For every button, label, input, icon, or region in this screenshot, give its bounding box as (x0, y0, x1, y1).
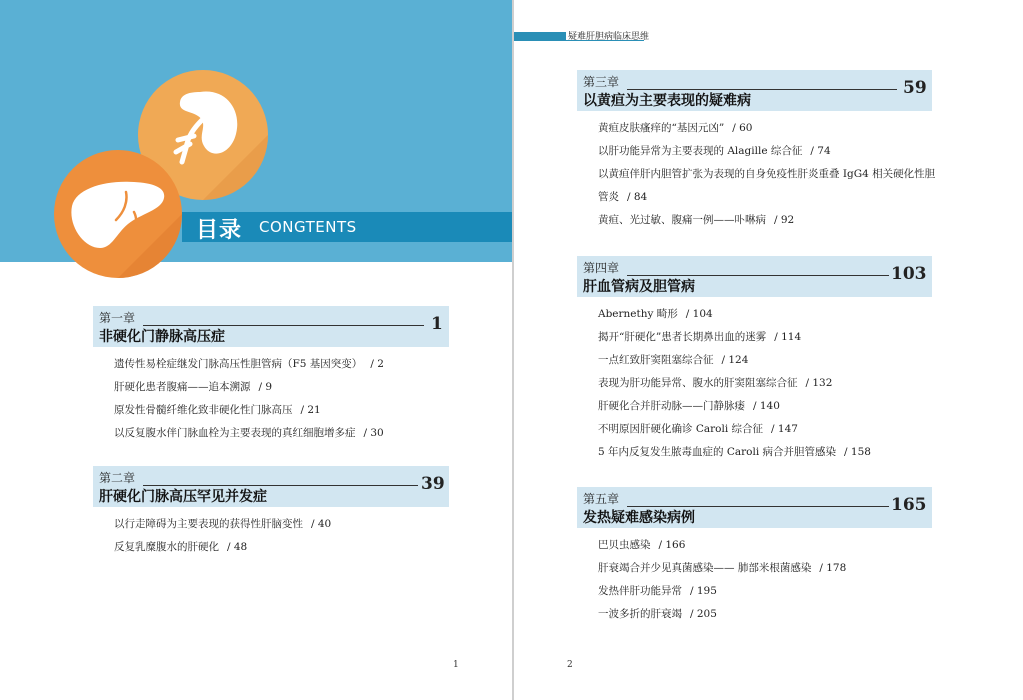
entry-title: 原发性骨髓纤维化致非硬化性门脉高压 (114, 404, 293, 416)
toc-entry[interactable] (598, 140, 932, 163)
chapter-label: 第二章 (99, 471, 136, 485)
entry-title: 以黄疸伴肝内胆管扩张为表现的自身免疫性肝炎重叠 IgG4 相关硬化性胆 (598, 168, 936, 180)
right-page (514, 0, 1023, 700)
entry-title: 揭开“肝硬化”患者长期鼻出血的迷雾 (598, 331, 767, 343)
entry-page: / 178 (819, 562, 847, 574)
chapter-entries (598, 303, 932, 464)
toc-entry[interactable] (598, 441, 932, 464)
chapter-label: 第三章 (583, 75, 620, 89)
toc-entry[interactable] (598, 372, 932, 395)
toc-entry[interactable] (598, 163, 936, 186)
toc-entry[interactable] (598, 418, 932, 441)
entry-title: Abernethy 畸形 (598, 308, 678, 320)
entry-page: / 60 (732, 122, 753, 134)
toc-entry[interactable] (114, 422, 449, 445)
entry-page: / 84 (627, 191, 648, 203)
entry-page: / 205 (690, 608, 717, 620)
entry-page: / 124 (721, 354, 749, 366)
chapter-entries (598, 117, 936, 232)
entry-title: 黄疸皮肤瘙痒的“基因元凶” (598, 122, 725, 134)
toc-entry[interactable] (598, 395, 932, 418)
entry-page: / 30 (363, 427, 384, 439)
chapter-header[interactable] (577, 70, 932, 111)
chapter-entries (598, 534, 932, 626)
entry-title: 肝衰竭合并少见真菌感染—— 肺部米根菌感染 (598, 562, 812, 574)
entry-page: / 158 (844, 446, 871, 458)
entry-page: / 92 (774, 214, 795, 226)
chapter-rule (627, 89, 897, 90)
entry-page: / 140 (753, 400, 780, 412)
chapter-4 (577, 256, 932, 464)
chapter-title: 以黄疸为主要表现的疑难病 (583, 93, 751, 109)
toc-entry[interactable] (598, 349, 932, 372)
entry-page: / 166 (658, 539, 686, 551)
toc-entry[interactable] (114, 399, 449, 422)
chapter-label: 第一章 (99, 311, 136, 325)
chapter-page: 165 (891, 495, 927, 515)
entry-page: / 104 (685, 308, 713, 320)
chapter-page: 1 (431, 314, 443, 334)
entry-title: 以行走障碍为主要表现的获得性肝脑变性 (114, 518, 303, 530)
entry-page: / 132 (805, 377, 833, 389)
chapter-5 (577, 487, 932, 626)
liver-icon-circle (54, 150, 182, 278)
toc-entry[interactable] (598, 557, 932, 580)
entry-title: 表现为肝功能异常、腹水的肝窦阻塞综合征 (598, 377, 798, 389)
chapter-title: 肝血管病及胆管病 (583, 279, 695, 295)
toc-entry[interactable] (598, 303, 932, 326)
page-number: 1 (453, 660, 459, 670)
chapter-page: 39 (421, 474, 445, 494)
entry-title: 以反复腹水伴门脉血栓为主要表现的真红细胞增多症 (114, 427, 356, 439)
chapter-3 (577, 70, 936, 232)
running-header-bar (514, 32, 566, 40)
chapter-header[interactable] (577, 256, 932, 297)
entry-title: 5 年内反复发生脓毒血症的 Caroli 病合并胆管感染 (598, 446, 837, 458)
chapter-2 (93, 466, 449, 559)
entry-title: 管炎 (598, 191, 619, 203)
chapter-1 (93, 306, 449, 445)
entry-title: 发热伴肝功能异常 (598, 585, 682, 597)
entry-page: / 114 (774, 331, 802, 343)
chapter-rule (627, 275, 889, 276)
liver-icon (54, 150, 182, 278)
toc-entry[interactable] (598, 534, 932, 557)
toc-entry[interactable] (114, 513, 449, 536)
entry-page: / 21 (300, 404, 321, 416)
entry-title: 反复乳糜腹水的肝硬化 (114, 541, 219, 553)
toc-entry[interactable] (114, 536, 449, 559)
entry-page: / 147 (771, 423, 798, 435)
chapter-title: 非硬化门静脉高压症 (99, 329, 225, 345)
chapter-rule (143, 485, 418, 486)
toc-entry[interactable] (598, 117, 932, 140)
toc-title-chinese: 目录 (196, 218, 243, 243)
running-header: 疑难肝胆病临床思维 (568, 32, 650, 42)
entry-title: 巴贝虫感染 (598, 539, 651, 551)
chapter-label: 第五章 (583, 492, 620, 506)
entry-page: / 9 (258, 381, 273, 393)
chapter-header[interactable] (93, 306, 449, 347)
entry-title: 一波多折的肝衰竭 (598, 608, 682, 620)
chapter-page: 103 (891, 264, 927, 284)
chapter-entries (114, 513, 449, 559)
toc-entry[interactable] (114, 353, 449, 376)
chapter-title: 肝硬化门脉高压罕见并发症 (99, 489, 267, 505)
entry-title: 肝硬化合并肝动脉——门静脉瘘 (598, 400, 745, 412)
toc-entry[interactable] (114, 376, 449, 399)
chapter-rule (143, 325, 424, 326)
entry-title: 不明原因肝硬化确诊 Caroli 综合征 (598, 423, 764, 435)
entry-title: 黄疸、光过敏、腹痛一例——卟啉病 (598, 214, 766, 226)
toc-entry[interactable] (598, 209, 932, 232)
entry-title: 一点红致肝窦阻塞综合征 (598, 354, 714, 366)
entry-title: 以肝功能异常为主要表现的 Alagille 综合征 (598, 145, 803, 157)
chapter-label: 第四章 (583, 261, 620, 275)
toc-entry-continued[interactable] (598, 186, 932, 209)
chapter-page: 59 (903, 78, 927, 98)
entry-page: / 48 (227, 541, 248, 553)
page-number: 2 (567, 660, 573, 670)
chapter-rule (627, 506, 889, 507)
entry-title: 肝硬化患者腹痛——追本溯源 (114, 381, 251, 393)
toc-banner (0, 0, 512, 262)
chapter-title: 发热疑难感染病例 (583, 510, 695, 526)
toc-entry[interactable] (598, 580, 932, 603)
toc-entry[interactable] (598, 326, 932, 349)
toc-title-english: CONGTENTS (259, 218, 357, 236)
entry-page: / 2 (370, 358, 384, 370)
toc-entry[interactable] (598, 603, 932, 626)
entry-title: 遗传性易栓症继发门脉高压性胆管病（F5 基因突变） (114, 358, 363, 370)
chapter-header[interactable] (93, 466, 449, 507)
chapter-entries (114, 353, 449, 445)
entry-page: / 40 (311, 518, 332, 530)
chapter-header[interactable] (577, 487, 932, 528)
entry-page: / 195 (690, 585, 717, 597)
entry-page: / 74 (810, 145, 831, 157)
